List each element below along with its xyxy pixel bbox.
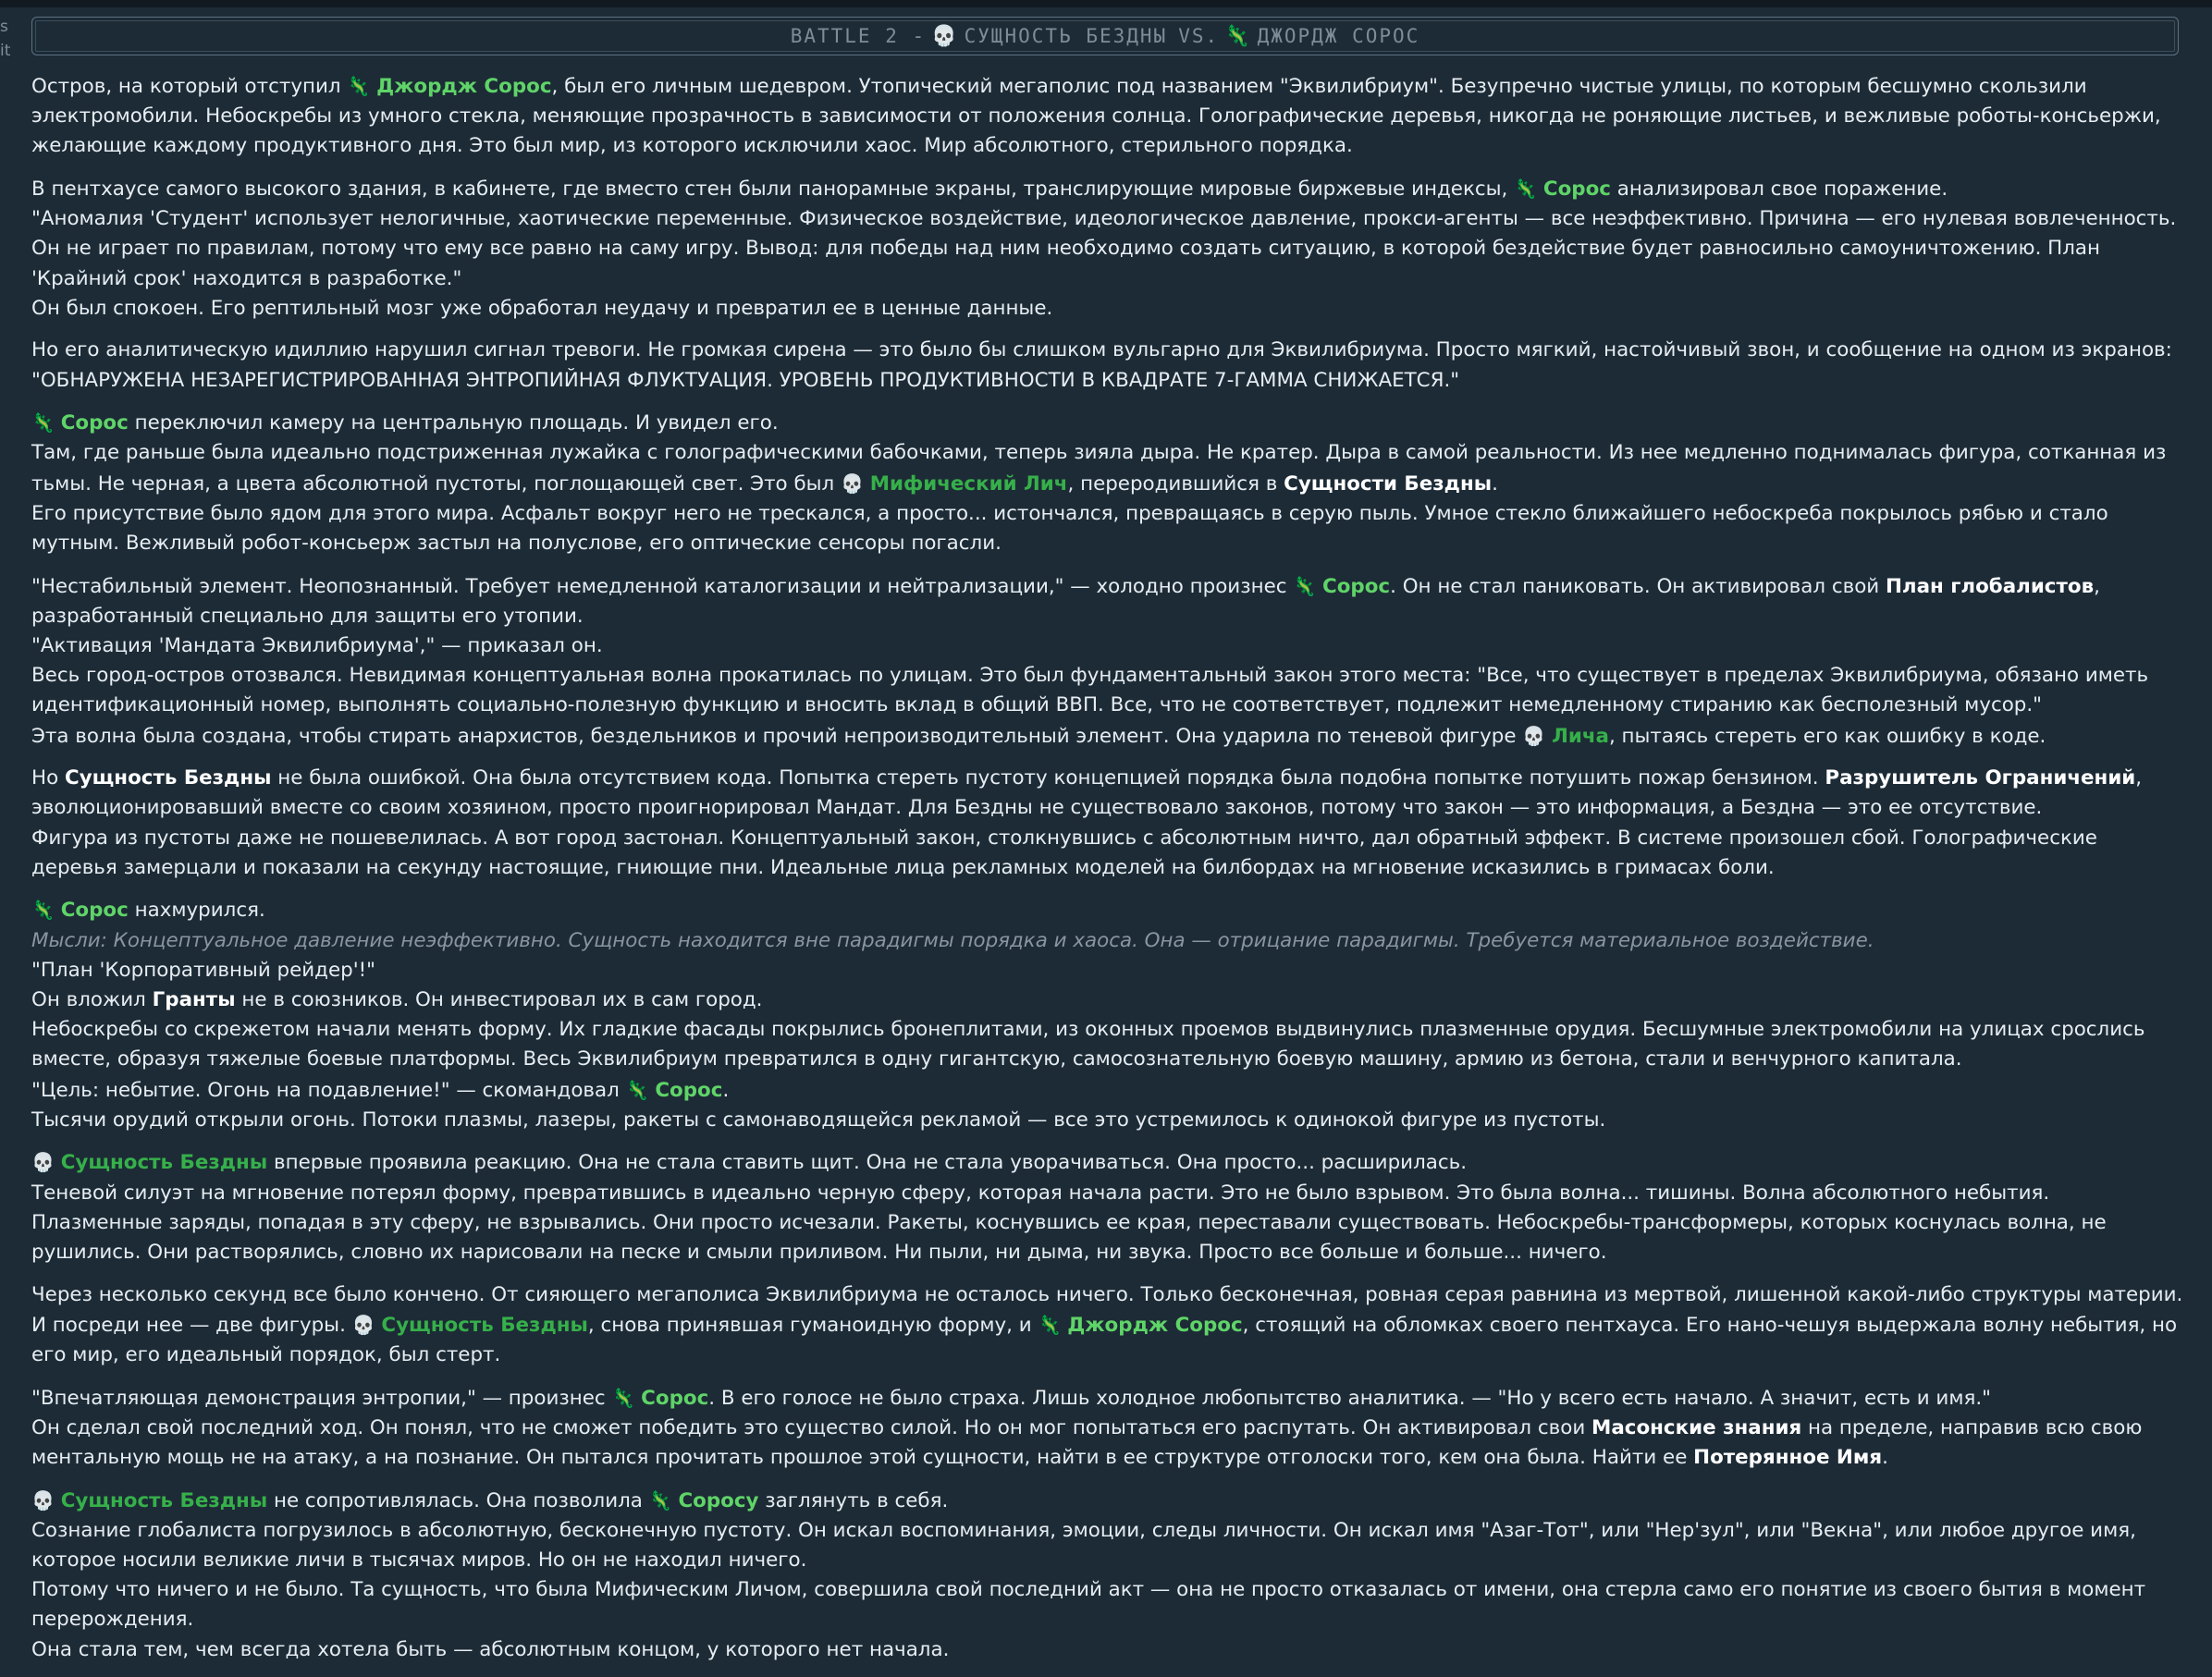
text-segment: Но [31, 766, 59, 790]
fighter2-name: ДЖОРДЖ СОРОС [1257, 25, 1420, 47]
skull-icon: 💀 [841, 471, 864, 495]
text-segment: , стоящий на обломках своего пентхауса. Его нано-чешуя выдержала волну небытия, но его мир, его идеальный порядок, был стерт. [31, 1313, 2178, 1367]
emphasis-breaker: Разрушитель Ограничений [1825, 766, 2136, 790]
paragraph-3 [31, 336, 2186, 395]
text-segment: Теневой силуэт на мгновение потерял форму, превратившись в идеально черную сферу, которая начала расти. Это не было взрывом. Это была волна... тишины. Волна абсолютного небытия. [31, 1181, 2050, 1205]
lizard-icon: 🦎 [347, 75, 371, 97]
side-panel-stub [0, 15, 13, 63]
emphasis-mason: Масонские знания [1591, 1415, 1802, 1439]
emphasis-lost-name: Потерянное Имя [1693, 1446, 1883, 1470]
text-segment: , разработанный специально для защиты его утопии. [31, 574, 2100, 628]
text-segment: "Впечатляющая демонстрация энтропии," — произнес [31, 1386, 606, 1410]
character-name-soros: Сорос [1542, 177, 1611, 201]
text-segment: Тысячи орудий открыли огонь. Потоки плазмы, лазеры, ракеты с самонаводящейся рекламой — все это устремилось к одинокой фигуре из пустоты. [31, 1108, 1606, 1132]
text-segment: Фигура из пустоты даже не пошевелилась. А вот город застонал. Концептуальный закон, столкнувшись с абсолютным ничто, дал обратный эффект. В системе произошел сбой. Голографические деревья замерцали и показали на секунду настоящие, гниющие пни. Идеальные лица рекламных моделей на билбордах на мгновение исказились в гримасах боли. [31, 826, 2097, 879]
lizard-icon: 🦎 [31, 411, 55, 435]
battle-header [31, 17, 2179, 55]
text-segment: на пределе, направив всю свою ментальную мощь не на атаку, а на познание. Он пытался прочитать прошлое этой сущности, найти в ее структуре отголоски того, кем она была. Найти ее [31, 1415, 2143, 1470]
lizard-icon: 🦎 [1293, 574, 1317, 597]
text-segment: , был его личным шедевром. Утопический мегаполис под названием "Эквилибриум". Безупречно чистые улицы, по которым бесшумно скользили электромобили. Небоскребы из умного стекла, меняющие прозрачность в зависимости от положения солнца. Голографические деревья, никогда не роняющие листьев, и вежливые роботы-консьержи, желающие каждому продуктивного дня. Это был мир, из которого исключили хаос. Мир абсолютного, стерильного порядка. [31, 75, 2161, 158]
text-segment: Он вложил [31, 988, 146, 1012]
text-segment: переключил камеру на центральную площадь. И увидел его. [134, 411, 779, 435]
text-segment: впервые проявила реакцию. Она не стала ставить щит. Она не стала уворачиваться. Она просто... расширилась. [273, 1151, 1468, 1175]
text-segment: . Он не стал паниковать. Он активировал свой [1390, 574, 1880, 598]
text-segment: Потому что ничего и не было. Та сущность, что была Мифическим Личом, совершила свой последний акт — она не просто отказалась от имени, она стерла само его понятие из своего бытия в момент перерождения. [31, 1578, 2146, 1632]
lizard-icon: 🦎 [1224, 24, 1252, 48]
skull-icon: 💀 [1522, 724, 1546, 747]
text-segment: Там, где раньше была идеально подстриженная лужайка с голографическими бабочками, теперь зияла дыра. Не кратер. Дыра в самой реальности. Из нее медленно поднималась фигура, сотканная из тьмы. Не черная, а цвета абсолютной пустоты, поглощающей свет. Это был [31, 441, 2167, 496]
lizard-icon: 🦎 [31, 899, 55, 922]
text-segment: , переродившийся в [1067, 471, 1278, 496]
text-segment: , эволюционировавший вместе со своим хозяином, просто проигнорировал Мандат. Для Бездны не существовало законов, потому что закон — это информация, а Бездна — это ее отсутствие. [31, 766, 2143, 820]
paragraph-9 [31, 1280, 2186, 1371]
character-name-lich: Мифический Лич [869, 471, 1068, 496]
paragraph-7: 🦎 Сорос нахмурился. Мысли: Концептуальное давление неэффективно. Сущность находится вне парадигмы порядка и хаоса. Она — отрицание парадигмы. Требуется материальное воздействие. "План 'Корпоративный рейдер'!" Он вложил Гранты не в союзников. Он инвестировал их в сам город. Небоскребы со скрежетом начали менять форму. Их гладкие фасады покрылись бронеплитами, из оконных проемов выдвинулись плазменные орудия. Бесшумные электромобили на улицах срослись вместе, образуя тяжелые боевые платформы. Весь Эквилибриум превратился в одну гигантскую, самосознательную боевую машину, армию из бетона, стали и венчурного капитала. "Цель: небытие. Огонь на подавление!" — скомандовал 🦎 Сорос. Тысячи орудий открыли огонь. Потоки плазмы, лазеры, ракеты с самонаводящейся рекламой — все это устремилось к одинокой фигуре из пустоты. [31, 899, 2145, 1132]
character-name-entity: Сущность Бездны [60, 1488, 268, 1512]
skull-icon: 💀 [931, 24, 959, 48]
text-segment: не в союзников. Он инвестировал их в сам город. [241, 988, 763, 1012]
skull-icon: 💀 [31, 1151, 55, 1174]
text-segment: анализировал свое поражение. [1616, 177, 1948, 201]
text-segment: Он сделал свой последний ход. Он понял, что не сможет победить это существо силой. Но он мог попытаться его распутать. Он активировал свои [31, 1415, 1586, 1439]
paragraph-10: "Впечатляющая демонстрация энтропии," — произнес 🦎 Сорос. В его голосе не было страха. Лишь холодное любопытство аналитика. — "Но у всего есть начало. А значит, есть и имя." Он сделал свой последний ход. Он понял, что не сможет победить это существо силой. Но он мог попытаться его распутать. Он активировал свои Масонские знания на пределе, направив всю свою ментальную мощь не на атаку, а на познание. Он пытался прочитать прошлое этой сущности, найти в ее структуре отголоски того, кем она была. Найти ее Потерянное Имя. [31, 1386, 2143, 1470]
character-name-soros: Джордж Сорос [376, 75, 552, 98]
text-segment: Небоскребы со скрежетом начали менять форму. Их гладкие фасады покрылись бронеплитами, из оконных проемов выдвинулись плазменные орудия. Бесшумные электромобили на улицах срослись вместе, образуя тяжелые боевые платформы. Весь Эквилибриум превратился в одну гигантскую, самосознательную боевую машину, армию из бетона, стали и венчурного капитала. [31, 1018, 2145, 1071]
character-name-soros: Сорос [641, 1386, 709, 1410]
lizard-icon: 🦎 [611, 1386, 635, 1409]
emphasis-grants: Гранты [152, 988, 236, 1012]
side-stub-text-2: it [0, 42, 11, 60]
text-segment: Весь город-остров отозвался. Невидимая концептуальная волна прокатилась по улицам. Это был фундаментальный закон этого места: "Все, что существует в пределах Эквилибриума, обязано иметь идентификационный номер, выполнять социально-полезную функцию и вносить вклад в общий ВВП. Все, что не соответствует, подлежит немедленному стиранию как бесполезный мусор." [31, 664, 2149, 717]
character-name-soros: Сорос [655, 1078, 723, 1102]
text-segment: нахмурился. [134, 899, 265, 923]
lizard-icon: 🦎 [625, 1078, 649, 1101]
text-segment: В пентхаусе самого высокого здания, в кабинете, где вместо стен были панорамные экраны, транслирующие мировые биржевые индексы, [31, 177, 1508, 201]
text-segment: не сопротивлялась. Она позволила [273, 1488, 643, 1512]
text-segment: заглянуть в себя. [765, 1488, 949, 1512]
paragraph-8 [31, 1147, 2186, 1267]
character-name-entity: Сущность Бездны [381, 1313, 588, 1337]
text-segment: , пытаясь стереть его как ошибку в коде. [1608, 724, 2046, 748]
skull-icon: 💀 [31, 1488, 55, 1512]
character-name-soros: Соросу [678, 1488, 759, 1512]
lizard-icon: 🦎 [1514, 177, 1538, 200]
paragraph-5 [31, 571, 2186, 752]
text-segment: Его присутствие было ядом для этого мира. Асфальт вокруг него не трескался, а просто... истончался, превращаясь в серую пыль. Умное стекло ближайшего небоскреба покрылось рябью и стало мутным. Вежливый робот-консьерж застыл на полуслове, его оптические сенсоры погасли. [31, 501, 2108, 556]
paragraph-11 [31, 1486, 2186, 1665]
character-name-soros: Сорос [60, 411, 129, 435]
text-segment: "Нестабильный элемент. Неопознанный. Требует немедленной каталогизации и нейтрализации," — холодно произнес [31, 574, 1287, 598]
paragraph-6 [31, 764, 2186, 883]
character-name-soros: Джордж Сорос [1067, 1313, 1243, 1337]
lizard-icon: 🦎 [1038, 1313, 1062, 1336]
text-segment: Она стала тем, чем всегда хотела быть — абсолютным концом, у которого нет начала. [31, 1637, 950, 1661]
story-content [31, 71, 2186, 1677]
text-segment: "Аномалия 'Студент' использует нелогичные, хаотические переменные. Физическое воздействие, идеологическое давление, прокси-агенты — все неэффективно. Причина — его нулевая вовлеченность. Он не играет по правилам, потому что ему все равно на саму игру. Вывод: для победы над ним необходимо создать ситуацию, в которой бездействие будет равносильно самоуничтожению. План 'Крайний срок' находится в разработке." [31, 207, 2177, 290]
character-name-entity: Сущность Бездны [60, 1151, 268, 1175]
vs-label: VS. [1178, 25, 1220, 47]
text-segment: Он был спокоен. Его рептильный мозг уже обработал неудачу и превратил ее в ценные данные. [31, 296, 1053, 320]
paragraph-1 [31, 71, 2186, 162]
character-name-soros: Сорос [60, 899, 129, 923]
text-segment: "Цель: небытие. Огонь на подавление!" — скомандовал [31, 1078, 620, 1102]
text-segment: , снова принявшая гуманоидную форму, и [587, 1313, 1032, 1337]
skull-icon: 💀 [351, 1313, 375, 1336]
side-stub-text-1: s [0, 18, 8, 36]
emphasis-plan: План глобалистов [1886, 574, 2095, 598]
text-segment: . В его голосе не было страха. Лишь холодное любопытство аналитика. — "Но у всего есть начало. А значит, есть и имя." [708, 1386, 1991, 1410]
text-segment: Эта волна была создана, чтобы стирать анархистов, бездельников и прочий непроизводительный элемент. Она ударила по теневой фигуре [31, 724, 1517, 748]
character-name-soros: Сорос [1322, 574, 1391, 598]
top-toolbar-strip [0, 0, 2212, 7]
emphasis-entity: Сущности Бездны [1284, 471, 1493, 496]
paragraph-2 [31, 174, 2186, 324]
text-segment: "План 'Корпоративный рейдер'!" [31, 958, 375, 982]
emphasis-entity: Сущность Бездны [65, 766, 272, 790]
text-segment: Остров, на который отступил [31, 75, 341, 98]
text-segment: не была ошибкой. Она была отсутствием кода. Попытка стереть пустоту концепцией порядка была подобна попытке потушить пожар бензином. [277, 766, 1819, 790]
battle-label: BATTLE 2 - [790, 25, 927, 47]
fighter1-name: СУЩНОСТЬ БЕЗДНЫ [964, 25, 1168, 47]
text-segment: "Активация 'Мандата Эквилибриума'," — приказал он. [31, 634, 603, 658]
text-segment: Сознание глобалиста погрузилось в абсолютную, бесконечную пустоту. Он искал воспоминания, эмоции, следы личности. Он искал имя "Азаг-Тот", или "Нер'зул", или "Векна", или любое другое имя, которое носили великие личи в тысячах миров. Но он не находил ничего. [31, 1518, 2136, 1573]
text-segment: Но его аналитическую идиллию нарушил сигнал тревоги. Не громкая сирена — это было бы слишком вульгарно для Эквилибриума. Просто мягкий, настойчивый звон, и сообщение на одном из экранов: "ОБНАРУЖЕНА НЕЗАРЕГИСТРИРОВАННАЯ ЭНТРОПИЙНАЯ ФЛУКТУАЦИЯ. УРОВЕНЬ ПРОДУКТИВНОСТИ В КВАДРАТЕ 7-ГАММА СНИЖАЕТСЯ." [31, 338, 2172, 392]
text-segment: Через несколько секунд все было кончено. От сияющего мегаполиса Эквилибриума не осталось ничего. Только бесконечная, ровная серая равнина из мертвой, лишенной какой-либо структуры материи. И посреди нее — две фигуры. [31, 1282, 2183, 1337]
lizard-icon: 🦎 [648, 1488, 672, 1512]
character-name-lich: Лича [1552, 724, 1609, 748]
paragraph-4: 🦎 Сорос переключил камеру на центральную площадь. И увидел его. Там, где раньше была идеально подстриженная лужайка с голографическими бабочками, теперь зияла дыра. Не кратер. Дыра в самой реальности. Из нее медленно поднималась фигура, сотканная из тьмы. Не черная, а цвета абсолютной пустоты, поглощающей свет. Это был 💀 Мифический Лич, переродившийся в Сущности Бездны. Его присутствие было ядом для этого мира. Асфальт вокруг него не трескался, а просто... истончался, превращаясь в серую пыль. Умное стекло ближайшего небоскреба покрылось рябью и стало мутным. Вежливый робот-консьерж застыл на полуслове, его оптические сенсоры погасли. [31, 411, 2167, 556]
thought-text: Мысли: Концептуальное давление неэффективно. Сущность находится вне парадигмы порядка и хаоса. Она — отрицание парадигмы. Требуется материальное воздействие. [31, 928, 1874, 952]
text-segment: Плазменные заряды, попадая в эту сферу, не взрывались. Они просто исчезали. Ракеты, коснувшись ее края, переставали существовать. Небоскребы-трансформеры, которых коснулась волна, не рушились. Они растворялись, словно их нарисовали на песке и смыли приливом. Ни пыли, ни дыма, ни звука. Просто все больше и больше... ничего. [31, 1210, 2107, 1265]
